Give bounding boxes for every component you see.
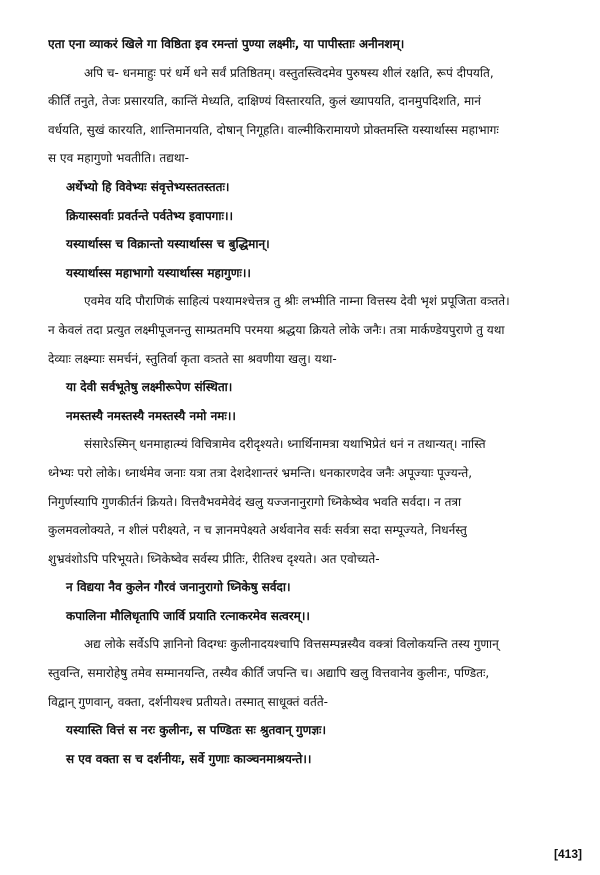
page-number: [413]: [553, 847, 582, 861]
paragraph-line: न केवलं तदा प्रत्युत लक्ष्मीपूजनन्तु साम्प्रतमपि परमया श्रद्धया क्रियते लोके जनैः। तत्रा मार्कण्डेयपुराणे तु यथा: [48, 322, 505, 337]
verse-line: यस्यार्थास्स च विक्रान्तो यस्यार्थास्स च बुद्धिमान्।: [66, 237, 270, 252]
paragraph-line: शुभ्रवंशोऽपि परिभूयते। ध्निकेष्वेव सर्वस्य प्रीतिः, रीतिश्च दृश्यते। अत एवोच्यते-: [48, 551, 380, 566]
verse-line: न विद्यया नैव कुलेन गौरवं जनानुरागो ध्निकेषु सर्वदा।: [66, 580, 291, 595]
opening-verse: एता एना व्याकरं खिले गा विष्ठिता इव रमन्तां पुण्या लक्ष्मीः, या पापीस्ताः अनीनशम्।: [48, 37, 405, 51]
verse-line: या देवी सर्वभूतेषु लक्ष्मीरूपेण संस्थिता।: [66, 380, 233, 395]
verse-line: कपालिना मौलिधृतापि जार्वि प्रयाति रत्नाकरमेव सत्वरम्।।: [66, 608, 310, 623]
paragraph-line: एवमेव यदि पौराणिकं साहित्यं पश्यामश्चेत्तत्र तु श्रीः लभ्मीति नाम्ना वित्तस्य देवी भृशं प्रपूजिता वत्र्तते।: [84, 294, 510, 309]
paragraph-line: अद्य लोके सर्वेऽपि ज्ञानिनो विदग्धः कुलीनादयश्चापि वित्तसम्पन्नस्यैव वक्त्रां विलोकयन्ति तस्य गुणान्: [84, 637, 499, 652]
verse-line: नमस्तस्यै नमस्तस्यै नमस्तस्यै नमो नमः।।: [66, 408, 236, 423]
paragraph-line: देव्याः लक्ष्म्याः समर्चनं, स्तुतिर्वा कृता वत्र्तते सा श्रवणीया खलु। यथा-: [48, 351, 337, 366]
paragraph-line: संसारेऽस्मिन् धनमाहात्म्यं विचित्रामेव दरीदृश्यते। ध्नार्थिनामत्रा यथाभिप्रेतं धनं न तथान्यत्। नास्ति: [84, 437, 486, 452]
verse-line: यस्यास्ति वित्तं स नरः कुलीनः, स पण्डितः सः श्रुतवान् गुणज्ञः।: [66, 723, 327, 738]
verse-line: क्रियास्सर्वाः प्रवर्तन्ते पर्वतेभ्य इवापगाः।।: [66, 208, 234, 223]
verse-line: स एव वक्ता स च दर्शनीयः, सर्वे गुणाः काञ्चनमाश्रयन्ते।।: [66, 751, 312, 766]
paragraph-line: कीर्तिं तनुते, तेजः प्रसारयति, कान्तिं मेध्यति, दाक्षिण्यं विस्तारयति, कुलं ख्यापयति, दानमुपदिशति, मानं: [48, 94, 481, 109]
paragraph-line: विद्वान् गुणवान्, वक्ता, दर्शनीयश्च प्रतीयते। तस्मात् साधूक्तं वर्तते-: [48, 694, 328, 709]
paragraph-line: कुलमवलोक्यते, न शीलं परीक्ष्यते, न च ज्ञानमपेक्ष्यते अर्थवानेव सर्वः सर्वत्रा सदा सम्पूज्यते, निधर्नस्तु: [48, 523, 467, 538]
paragraph-line: वर्धयति, सुखं कारयति, शान्तिमानयति, दोषान् निगूहति। वाल्मीकिरामायणे प्रोक्तमस्ति यस्यार्थास्स महाभागः: [48, 122, 499, 137]
paragraph-line: स्तुवन्ति, समारोहेषु तमेव सम्मानयन्ति, तस्यैव कीर्तिं जपन्ति च। अद्यापि खलु वित्तवानेव कुलीनः, पण्डितः,: [48, 666, 490, 681]
paragraph-line: निगुर्णस्यापि गुणकीर्तनं क्रियते। वित्तवैभवमेवेदं खलु यज्जनानुरागो ध्निकेष्वेव भवति सर्वदा। न तत्रा: [48, 494, 462, 509]
paragraph-line: अपि च- धनमाहुः परं धर्मे धने सर्वं प्रतिष्ठितम्। वस्तुतस्त्विदमेव पुरुषस्य शीलं रक्षति, रूपं दीपयति,: [84, 65, 494, 80]
verse-line: यस्यार्थास्स महाभागो यस्यार्थास्स महागुणः।।: [66, 265, 251, 280]
verse-line: अर्थेभ्यो हि विवेभ्यः संवृत्तेभ्यस्ततस्ततः।: [66, 179, 230, 194]
paragraph-line: ध्नेभ्यः परो लोके। ध्नार्थमेव जनाः यत्रा तत्रा देशदेशान्तरं भ्रमन्ति। धनकारणदेव जनैः अपूज्याः पूज्यन्ते,: [48, 465, 473, 480]
paragraph-line: स एव महागुणो भवतीति। तद्यथा-: [48, 151, 189, 166]
